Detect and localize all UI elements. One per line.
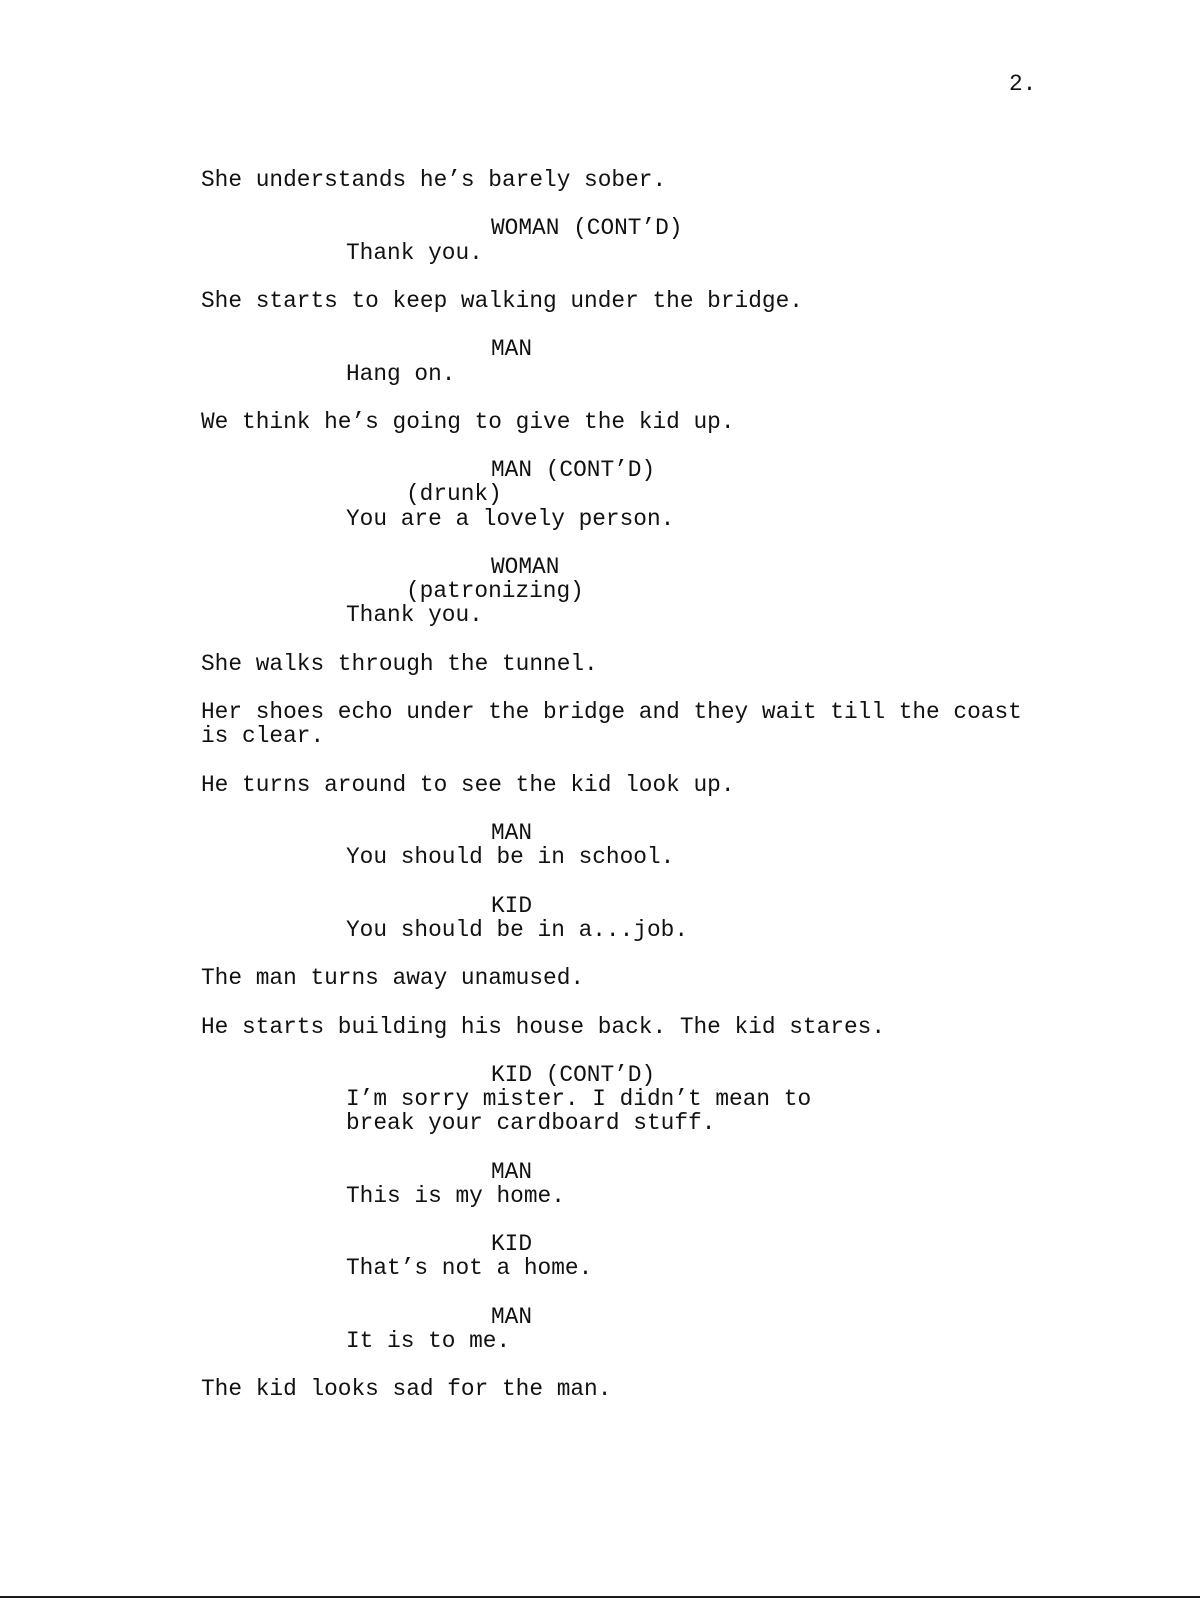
dialogue-line: You should be in school. [346, 844, 675, 871]
character-name: KID (CONT’D) [491, 1061, 656, 1088]
dialogue-line: I’m sorry mister. I didn’t mean to [346, 1086, 812, 1113]
character-name: WOMAN [491, 554, 560, 580]
blank-line [201, 990, 1061, 1014]
blank-line [201, 386, 1061, 410]
blank-line [201, 1353, 1061, 1377]
character-name: WOMAN (CONT’D) [491, 215, 683, 242]
action-line: He starts building his house back. The kid stares. [201, 1013, 886, 1040]
blank-line [201, 628, 1061, 652]
blank-line [201, 869, 1061, 893]
dialogue-line: It is to me. [346, 1328, 511, 1354]
blank-line [201, 313, 1061, 337]
action-line: is clear. [201, 723, 325, 750]
character-name: MAN (CONT’D) [491, 457, 656, 484]
script-body [201, 168, 1061, 1402]
blank-line [201, 531, 1061, 555]
action-line: The man turns away unamused. [201, 965, 585, 992]
action-line: She starts to keep walking under the bridge. [201, 287, 803, 314]
character-name: MAN [491, 336, 533, 363]
blank-line [201, 676, 1061, 700]
blank-line [201, 1281, 1061, 1305]
dialogue-line: That’s not a home. [346, 1255, 593, 1282]
blank-line [201, 1039, 1061, 1063]
dialogue-line: Hang on. [346, 360, 456, 387]
character-name: MAN [491, 1303, 533, 1330]
dialogue-line: You are a lovely person. [346, 505, 675, 532]
blank-line [201, 749, 1061, 773]
action-line: She walks through the tunnel. [201, 650, 598, 677]
action-line: He turns around to see the kid look up. [201, 771, 735, 798]
dialogue-line: Thank you. [346, 239, 483, 266]
character-name: MAN [491, 820, 533, 847]
dialogue-line: You should be in a...job. [346, 916, 689, 943]
blank-line [201, 797, 1061, 821]
dialogue-line: break your cardboard stuff. [346, 1110, 716, 1137]
page-number: 2. [1009, 71, 1037, 97]
blank-line [201, 434, 1061, 458]
blank-line [201, 192, 1061, 216]
blank-line [201, 942, 1061, 966]
action-line: Her shoes echo under the bridge and they wait till the coast [201, 699, 1022, 726]
character-name: KID [491, 1231, 533, 1258]
parenthetical: (drunk) [406, 481, 502, 508]
blank-line [201, 265, 1061, 289]
blank-line [201, 1208, 1061, 1232]
action-line: The kid looks sad for the man. [201, 1376, 612, 1403]
action-line: We think he’s going to give the kid up. [201, 408, 735, 435]
dialogue-line: This is my home. [346, 1182, 565, 1209]
action-line: She understands he’s barely sober. [201, 167, 667, 193]
dialogue-line: Thank you. [346, 602, 483, 629]
character-name: KID [491, 892, 533, 919]
character-name: MAN [491, 1158, 533, 1185]
blank-line [201, 1136, 1061, 1160]
parenthetical: (patronizing) [406, 578, 584, 605]
